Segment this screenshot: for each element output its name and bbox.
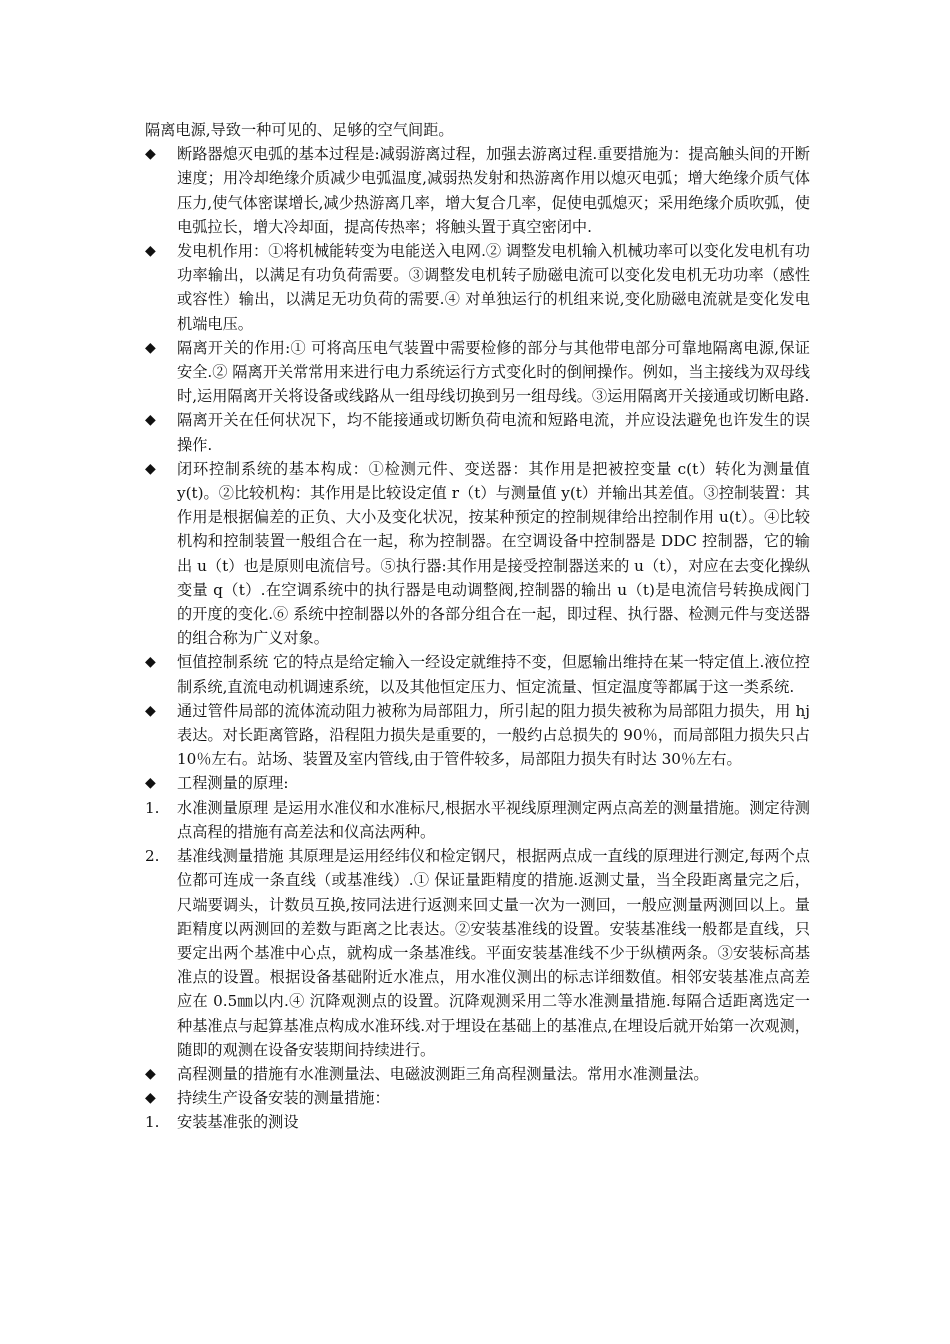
- bullet-paragraph: [145, 408, 810, 456]
- item-text: 基准线测量措施 其原理是运用经纬仪和检定钢尺，根据两点成一直线的原理进行测定,每两个点位都可连成一条直线（或基准线）.① 保证量距精度的措施.返测丈量，当全段距离量完之后，尺端要调头，计数员互换,按同法进行返测来回丈量一次为一测回，一般应测量两测回以上。量距精度以两测回的差数与距离之比表达。②安装基准线的设置。安装基准线一般都是直线，只要定出两个基准中心点，就构成一条基准线。平面安装基准线不少于纵横两条。③安装标高基准点的设置。根据设备基础附近水准点，用水准仪测出的标志详细数值。相邻安装基准点高差应在 0.5㎜以内.④ 沉降观测点的设置。沉降观测采用二等水准测量措施.每隔合适距离选定一种基准点与起算基准点构成水准环线.对于埋设在基础上的基准点,在埋设后就开始第一次观测，随即的观测在设备安装期间持续进行。: [177, 847, 810, 1059]
- document-body: [145, 118, 810, 1135]
- numbered-item: [145, 796, 810, 844]
- paragraph-text: 断路器熄灭电弧的基本过程是:减弱游离过程，加强去游离过程.重要措施为：提高触头间的开断速度；用冷却绝缘介质减少电弧温度,减弱热发射和热游离作用以熄灭电弧；增大绝缘介质气体压力,使气体密谋增长,减少热游离几率，增大复合几率，促使电弧熄灭；采用绝缘介质吹弧，使电弧拉长，增大冷却面，提高传热率；将触头置于真空密闭中.: [177, 145, 810, 236]
- bullet-icon: ◆: [145, 460, 156, 477]
- bullet-icon: ◆: [145, 243, 156, 260]
- numbered-item: [145, 844, 810, 1062]
- bullet-paragraph: [145, 771, 810, 795]
- item-number: 1.: [145, 798, 160, 817]
- bullet-paragraph: [145, 142, 810, 239]
- bullet-icon: ◆: [145, 654, 156, 671]
- bullet-paragraph: [145, 1086, 810, 1110]
- bullet-icon: ◆: [145, 146, 156, 163]
- bullet-paragraph: [145, 1062, 810, 1086]
- numbered-item: [145, 1110, 810, 1134]
- bullet-icon: ◆: [145, 1065, 156, 1082]
- intro-line: 隔离电源,导致一种可见的、足够的空气间距。: [145, 121, 454, 139]
- paragraph-text: 通过管件局部的流体流动阻力被称为局部阻力，所引起的阻力损失被称为局部阻力损失，用 hj 表达。对长距离管路，沿程阻力损失是重要的，一般约占总损失的 90％，而局部阻力损失只占 10％左右。站场、装置及室内管线,由于管件较多，局部阻力损失有时达 30％左右。: [177, 701, 810, 769]
- section-heading: 持续生产设备安装的测量措施：: [177, 1089, 390, 1108]
- bullet-paragraph: [145, 336, 810, 409]
- item-text: 水准测量原理 是运用水准仪和水准标尺,根据水平视线原理测定两点高差的测量措施。测定待测点高程的措施有高差法和仪高法两种。: [177, 798, 810, 841]
- bullet-paragraph: [145, 457, 810, 651]
- bullet-paragraph: [145, 650, 810, 698]
- bullet-icon: ◆: [145, 1090, 156, 1107]
- item-number: 1.: [145, 1113, 160, 1132]
- paragraph-text: 隔离开关在任何状况下，均不能接通或切断负荷电流和短路电流，并应设法避免也许发生的误操作.: [177, 411, 810, 454]
- section-heading: 工程测量的原理:: [177, 774, 289, 793]
- bullet-icon: ◆: [145, 412, 156, 429]
- bullet-icon: ◆: [145, 339, 156, 356]
- paragraph-text: 隔离开关的作用:① 可将高压电气装置中需要检修的部分与其他带电部分可靠地隔离电源,保证安全.② 隔离开关常常用来进行电力系统运行方式变化时的倒闸操作。例如，当主接线为双母线时,运用隔离开关将设备或线路从一组母线切换到另一组母线。③运用隔离开关接通或切断电路.: [177, 338, 810, 406]
- paragraph-text: 恒值控制系统 它的特点是给定输入一经设定就维持不变，但愿输出维持在某一特定值上.液位控制系统,直流电动机调速系统，以及其他恒定压力、恒定流量、恒定温度等都属于这一类系统.: [177, 653, 810, 696]
- paragraph-text: 高程测量的措施有水准测量法、电磁波测距三角高程测量法。常用水准测量法。: [177, 1064, 709, 1083]
- item-number: 2.: [145, 847, 160, 866]
- paragraph-text: 发电机作用：①将机械能转变为电能送入电网.② 调整发电机输入机械功率可以变化发电机有功功率输出，以满足有功负荷需要。③调整发电机转子励磁电流可以变化发电机无功功率（感性或容性）输出，以满足无功负荷的需要.④ 对单独运行的机组来说,变化励磁电流就是变化发电机端电压。: [177, 242, 810, 333]
- bullet-icon: ◆: [145, 775, 156, 792]
- paragraph-text: 闭环控制系统的基本构成：①检测元件、变送器：其作用是把被控变量 c(t）转化为测量值 y(t)。②比较机构：其作用是比较设定值 r（t）与测量值 y(t）并输出其差值。③控制装置：其作用是根据偏差的正负、大小及变化状况，按某种预定的控制规律给出控制作用 u(t）。④比较机构和控制装置一般组合在一起，称为控制器。在空调设备中控制器是 DDC 控制器，它的输出 u（t）也是原则电流信号。⑤执行器:其作用是接受控制器送来的 u（t），对应在去变化操纵变量 q（t）.在空调系统中的执行器是电动调整阀,控制器的输出 u（t)是电流信号转换成阀门的开度的变化.⑥ 系统中控制器以外的各部分组合在一起，即过程、执行器、检测元件与变送器的组合称为广义对象。: [177, 459, 810, 648]
- bullet-paragraph: [145, 239, 810, 336]
- bullet-paragraph: [145, 699, 810, 772]
- bullet-icon: ◆: [145, 702, 156, 719]
- item-text: 安装基准张的测设: [177, 1113, 299, 1132]
